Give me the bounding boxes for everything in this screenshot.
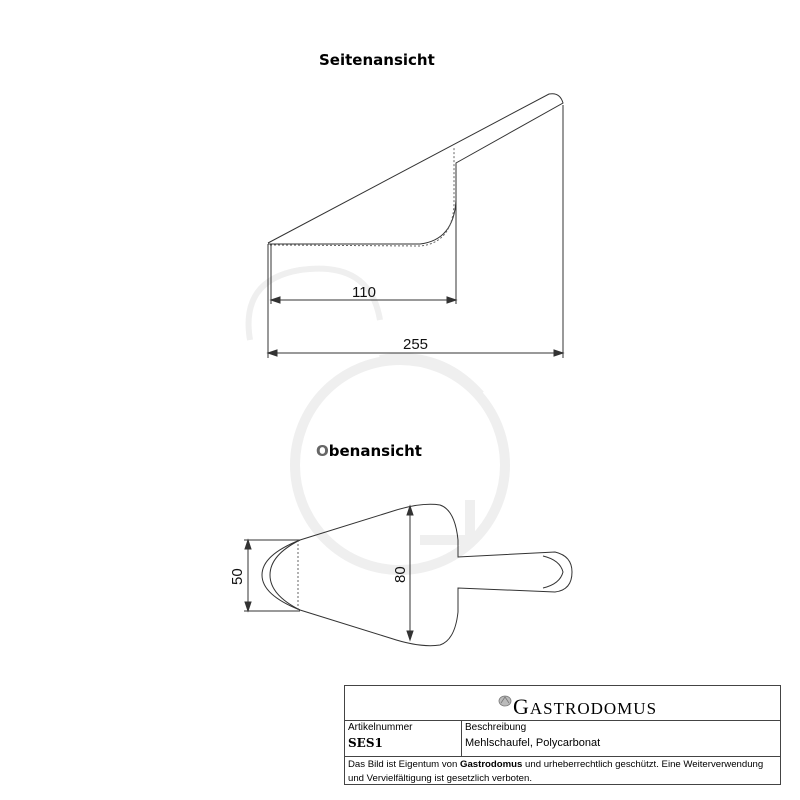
brand-logo [498, 694, 657, 720]
title-block-fields [345, 720, 780, 757]
article-number-cell [345, 720, 462, 756]
article-number-label: Artikelnummer [348, 722, 413, 733]
dim-label-255: 255 [403, 336, 429, 353]
brand-name-cap: G [513, 694, 530, 719]
description-value: Mehlschaufel, Polycarbonat [465, 737, 601, 749]
top-view-heading-rest: benansicht [328, 442, 422, 460]
title-block [344, 685, 781, 785]
dim-label-110: 110 [352, 284, 376, 301]
side-view-outline [268, 94, 563, 244]
brand-name [513, 694, 657, 720]
copyright-brand: Gastrodomus [459, 759, 523, 770]
copyright-post: und urheberrechtlich geschützt. Eine Weiterverwendung und Vervielfältigung ist gesetzlich verboten. [348, 759, 764, 784]
description-cell [462, 720, 780, 756]
watermark-logo [249, 269, 505, 570]
top-view-heading [316, 442, 422, 460]
title-block-logo-row [345, 686, 780, 721]
side-view-drawing [268, 94, 563, 358]
copyright-pre: Das Bild ist Eigentum von [348, 759, 460, 770]
side-view-heading: Seitenansicht [319, 51, 435, 69]
brand-name-rest: ASTRODOMUS [529, 699, 658, 718]
dim-label-80: 80 [392, 566, 409, 583]
shell-icon [498, 695, 512, 707]
description-label: Beschreibung [465, 722, 527, 733]
copyright-notice [348, 758, 777, 786]
dim-label-50: 50 [229, 568, 246, 585]
article-number-value: SES1 [348, 736, 383, 750]
top-view-heading-initial: O [316, 442, 329, 460]
